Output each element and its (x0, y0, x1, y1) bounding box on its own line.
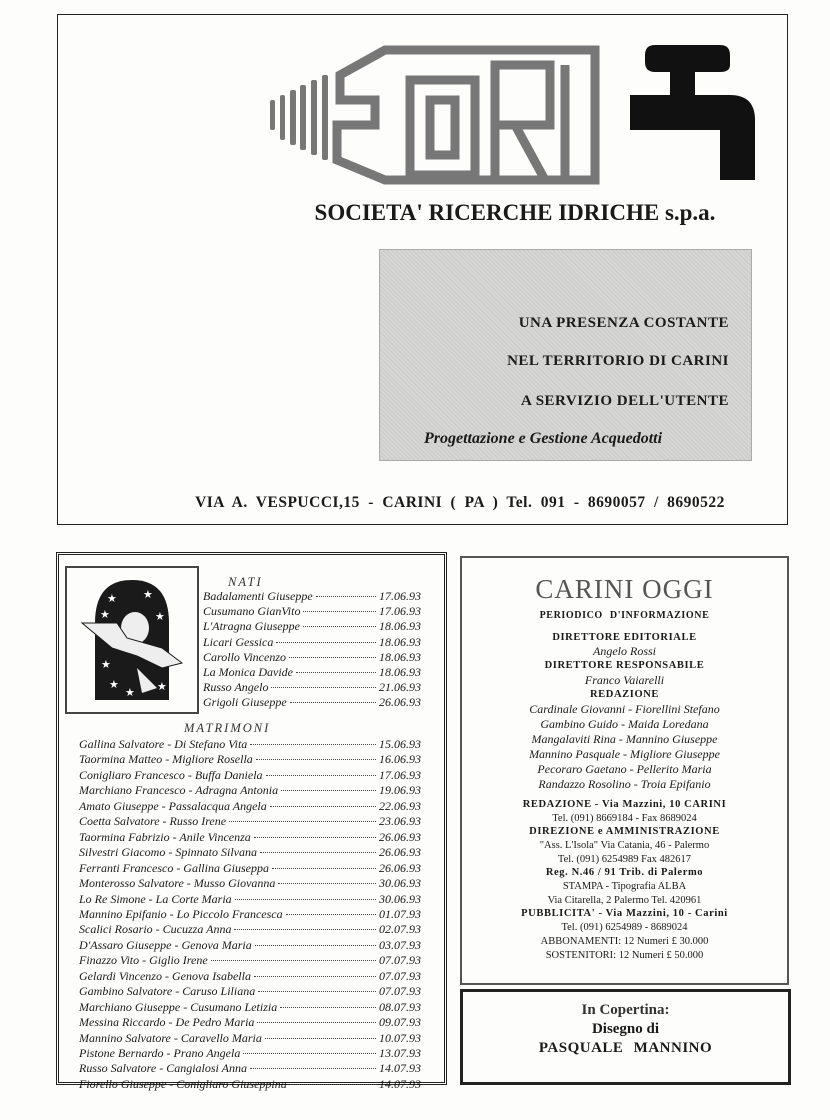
entry-names: Gambino Salvatore - Caruso Liliana (79, 984, 256, 999)
masthead-line: Tel. (091) 6254989 - 8689024 (561, 922, 688, 934)
list-item (79, 1000, 421, 1015)
list-item (79, 1077, 421, 1092)
entry-date: 26.06.93 (379, 695, 421, 710)
entry-names: Lo Re Simone - La Corte Maria (79, 891, 232, 906)
list-item (79, 845, 421, 860)
entry-date: 18.06.93 (379, 665, 421, 679)
entry-date: 17.06.93 (379, 604, 421, 619)
entry-date: 26.06.93 (379, 845, 421, 860)
dot-leader (280, 1007, 376, 1008)
dot-leader (270, 806, 376, 807)
entry-names: Monterosso Salvatore - Musso Giovanna (79, 876, 276, 891)
company-name: SOCIETA' RICERCHE IDRICHE s.p.a. (314, 200, 716, 225)
entry-date: 21.06.93 (379, 680, 421, 695)
entry-names: Marchiano Francesco - Adragna Antonia (79, 783, 279, 798)
masthead-line: DIREZIONE e AMMINISTRAZIONE (529, 826, 720, 838)
entry-date: 22.06.93 (379, 798, 421, 813)
marriages-heading: MATRIMONI (184, 721, 271, 735)
svg-text:★: ★ (107, 592, 117, 605)
masthead-credits (462, 631, 787, 963)
masthead-line: Reg. N.46 / 91 Trib. di Palermo (545, 867, 704, 879)
list-item (203, 635, 421, 650)
dot-leader (229, 821, 376, 822)
entry-names: Cusumano GianVito (203, 604, 301, 619)
entry-date: 19.06.93 (379, 783, 421, 798)
masthead-subtitle: PERIODICO D'INFORMAZIONE (539, 610, 710, 621)
dot-leader (286, 914, 376, 915)
entry-names: Scalici Rosario - Cucuzza Anna (79, 922, 232, 937)
entry-names: Gallina Salvatore - Di Stefano Vita (79, 737, 248, 751)
list-item (79, 876, 421, 891)
entry-names: Silvestri Giacomo - Spinnato Silvana (79, 845, 257, 860)
list-item (79, 1046, 421, 1061)
entry-names: Taormina Fabrizio - Anile Vincenza (79, 829, 251, 844)
dot-leader (303, 611, 376, 612)
dot-leader (211, 960, 376, 961)
list-item (79, 1015, 421, 1030)
entry-date: 17.06.93 (379, 767, 421, 782)
dot-leader (316, 596, 376, 597)
dot-leader (290, 702, 376, 703)
entry-date: 09.07.93 (379, 1015, 421, 1030)
entry-date: 23.06.93 (379, 814, 421, 829)
entry-date: 26.06.93 (379, 860, 421, 875)
masthead-line: "Ass. L'Isola" Via Catania, 46 - Palermo (539, 839, 710, 851)
svg-text:★: ★ (155, 610, 165, 623)
cover-label: In Copertina: (581, 1002, 670, 1018)
list-item (79, 799, 421, 814)
masthead-line: Randazzo Rosolino - Troia Epifanio (538, 776, 711, 791)
masthead-line: Tel. (091) 8669184 - Fax 8689024 (552, 812, 697, 824)
dot-leader (266, 775, 376, 776)
entry-names: Carollo Vincenzo (203, 649, 286, 664)
births-heading: NATI (228, 575, 263, 589)
entry-date: 07.07.93 (379, 984, 421, 999)
dot-leader (243, 1053, 376, 1054)
dot-leader (281, 790, 376, 791)
entry-date: 14.07.93 (379, 1076, 421, 1091)
list-item (79, 752, 421, 767)
entry-names: Finazzo Vito - Giglio Irene (79, 953, 208, 968)
svg-text:★: ★ (157, 680, 167, 693)
dot-leader (250, 744, 376, 745)
entry-date: 02.07.93 (379, 922, 421, 937)
list-item (203, 589, 421, 604)
entry-names: Fiorello Giuseppe - Conigliaro Giuseppina (79, 1076, 287, 1091)
masthead-box (460, 556, 789, 985)
entry-date: 17.06.93 (379, 589, 421, 603)
dot-leader (272, 868, 376, 869)
entry-date: 18.06.93 (379, 649, 421, 664)
dot-leader (260, 852, 376, 853)
entry-names: Licari Gessica (203, 634, 274, 649)
list-item (203, 619, 421, 634)
dot-leader (296, 672, 376, 673)
entry-names: Badalamenti Giuseppe (203, 589, 313, 603)
list-item (79, 969, 421, 984)
sori-logo (265, 40, 765, 190)
dot-leader (257, 1022, 376, 1023)
dot-leader (234, 929, 376, 930)
slogan-line: UNA PRESENZA COSTANTE (518, 315, 729, 331)
entry-names: D'Assaro Giuseppe - Genova Maria (79, 937, 252, 952)
masthead-line: DIRETTORE RESPONSABILE (544, 660, 705, 672)
cherub-illustration (65, 566, 199, 714)
masthead-line: DIRETTORE EDITORIALE (552, 631, 697, 643)
list-item (79, 737, 421, 752)
entry-names: Russo Angelo (203, 680, 269, 695)
masthead-line: Cardinale Giovanni - Fiorellini Stefano (529, 701, 720, 716)
slogan-line: NEL TERRITORIO DI CARINI (507, 353, 729, 369)
list-item (79, 783, 421, 798)
entry-date: 30.06.93 (379, 891, 421, 906)
dot-leader (290, 1084, 376, 1085)
list-item (79, 861, 421, 876)
entry-date: 03.07.93 (379, 937, 421, 952)
masthead-line: Gambino Guido - Maida Loredana (540, 716, 709, 731)
dot-leader (265, 1038, 376, 1039)
dot-leader (276, 642, 376, 643)
svg-text:★: ★ (109, 678, 119, 691)
list-item (203, 650, 421, 665)
entry-date: 15.06.93 (379, 737, 421, 751)
masthead-line: Mannino Pasquale - Migliore Giuseppe (529, 746, 720, 761)
cherub-icon (67, 568, 197, 712)
list-item (79, 907, 421, 922)
dot-leader (258, 991, 376, 992)
entry-names: Russo Salvatore - Cangialosi Anna (79, 1061, 247, 1076)
entry-names: Mannino Epifanio - Lo Piccolo Francesca (79, 906, 283, 921)
svg-text:★: ★ (100, 608, 110, 621)
dot-leader (256, 759, 376, 760)
list-item (203, 665, 421, 680)
entry-date: 07.07.93 (379, 953, 421, 968)
dot-leader (255, 945, 376, 946)
masthead-line: Franco Vaiarelli (584, 673, 665, 688)
slogan-box (379, 249, 752, 461)
services-line: Progettazione e Gestione Acquedotti (424, 430, 663, 447)
list-item (79, 1061, 421, 1076)
masthead-line: Tel. (091) 6254989 Fax 482617 (557, 853, 692, 865)
dot-leader (289, 657, 376, 658)
entry-date: 14.07.93 (379, 1061, 421, 1076)
entry-names: Messina Riccardo - De Pedro Maria (79, 1015, 255, 1030)
masthead-line: Mangalaviti Rina - Mannino Giuseppe (531, 731, 718, 746)
entry-names: La Monica Davide (203, 665, 293, 679)
entry-date: 10.07.93 (379, 1030, 421, 1045)
list-item (79, 922, 421, 937)
masthead-line: Angelo Rossi (593, 644, 656, 659)
dot-leader (303, 626, 376, 627)
entry-names: Ferranti Francesco - Gallina Giuseppa (79, 860, 269, 875)
dot-leader (271, 687, 376, 688)
cover-credit-box (460, 989, 791, 1085)
entry-names: Amato Giuseppe - Passalacqua Angela (79, 798, 267, 813)
entry-names: Mannino Salvatore - Caravello Maria (79, 1030, 262, 1045)
entry-date: 08.07.93 (379, 999, 421, 1014)
entry-names: Gelardi Vincenzo - Genova Isabella (79, 968, 251, 983)
entry-date: 16.06.93 (379, 752, 421, 767)
list-item (79, 984, 421, 999)
entry-date: 18.06.93 (379, 634, 421, 649)
entry-names: Marchiano Giuseppe - Cusumano Letizia (79, 999, 278, 1014)
list-item (203, 604, 421, 619)
list-item (79, 953, 421, 968)
entry-names: Taormina Matteo - Migliore Rosella (79, 752, 253, 767)
dot-leader (254, 837, 376, 838)
masthead-title: CARINI OGGI (535, 574, 714, 604)
masthead-line: Via Citarella, 2 Palermo Tel. 420961 (547, 894, 702, 906)
list-item (79, 830, 421, 845)
svg-text:★: ★ (125, 686, 135, 699)
entry-date: 13.07.93 (379, 1046, 421, 1060)
svg-text:★: ★ (101, 658, 111, 671)
cover-line1: Disegno di (591, 1021, 660, 1037)
dot-leader (235, 899, 376, 900)
entry-date: 30.06.93 (379, 876, 421, 891)
list-item (79, 1031, 421, 1046)
masthead-line: REDAZIONE (590, 689, 659, 701)
entry-date: 18.06.93 (379, 619, 421, 634)
masthead-line: SOSTENITORI: 12 Numeri £ 50.000 (545, 949, 704, 961)
entry-date: 01.07.93 (379, 906, 421, 921)
water-tap-icon (630, 45, 755, 180)
slogan-line: A SERVIZIO DELL'UTENTE (520, 393, 729, 409)
list-item (203, 695, 421, 710)
entry-date: 26.06.93 (379, 829, 421, 844)
entry-names: Grigoli Giuseppe (203, 695, 287, 710)
masthead-line: Pecoraro Gaetano - Pellerito Maria (537, 761, 712, 776)
entry-date: 07.07.93 (379, 968, 421, 983)
list-item (79, 768, 421, 783)
dot-leader (278, 883, 376, 884)
svg-text:★: ★ (143, 588, 153, 601)
masthead-line: REDAZIONE - Via Mazzini, 10 CARINI (522, 798, 727, 810)
dot-leader (250, 1068, 376, 1069)
list-item (79, 814, 421, 829)
entry-names: Pistone Bernardo - Prano Angela (79, 1046, 241, 1060)
entry-names: Coetta Salvatore - Russo Irene (79, 814, 227, 829)
entry-names: L'Atragna Giuseppe (203, 619, 300, 634)
list-item (79, 938, 421, 953)
list-item (203, 680, 421, 695)
cover-artist: PASQUALE MANNINO (538, 1040, 713, 1056)
masthead-line: PUBBLICITA' - Via Mazzini, 10 - Carini (521, 908, 728, 920)
dot-leader (254, 976, 376, 977)
masthead-line: STAMPA - Tipografia ALBA (562, 881, 687, 893)
masthead-line: ABBONAMENTI: 12 Numeri £ 30.000 (540, 935, 709, 947)
entry-names: Conigliaro Francesco - Buffa Daniela (79, 767, 263, 782)
company-address: VIA A. VESPUCCI,15 - CARINI ( PA ) Tel. 091 - 8690057 / 8690522 (195, 494, 725, 511)
list-item (79, 892, 421, 907)
